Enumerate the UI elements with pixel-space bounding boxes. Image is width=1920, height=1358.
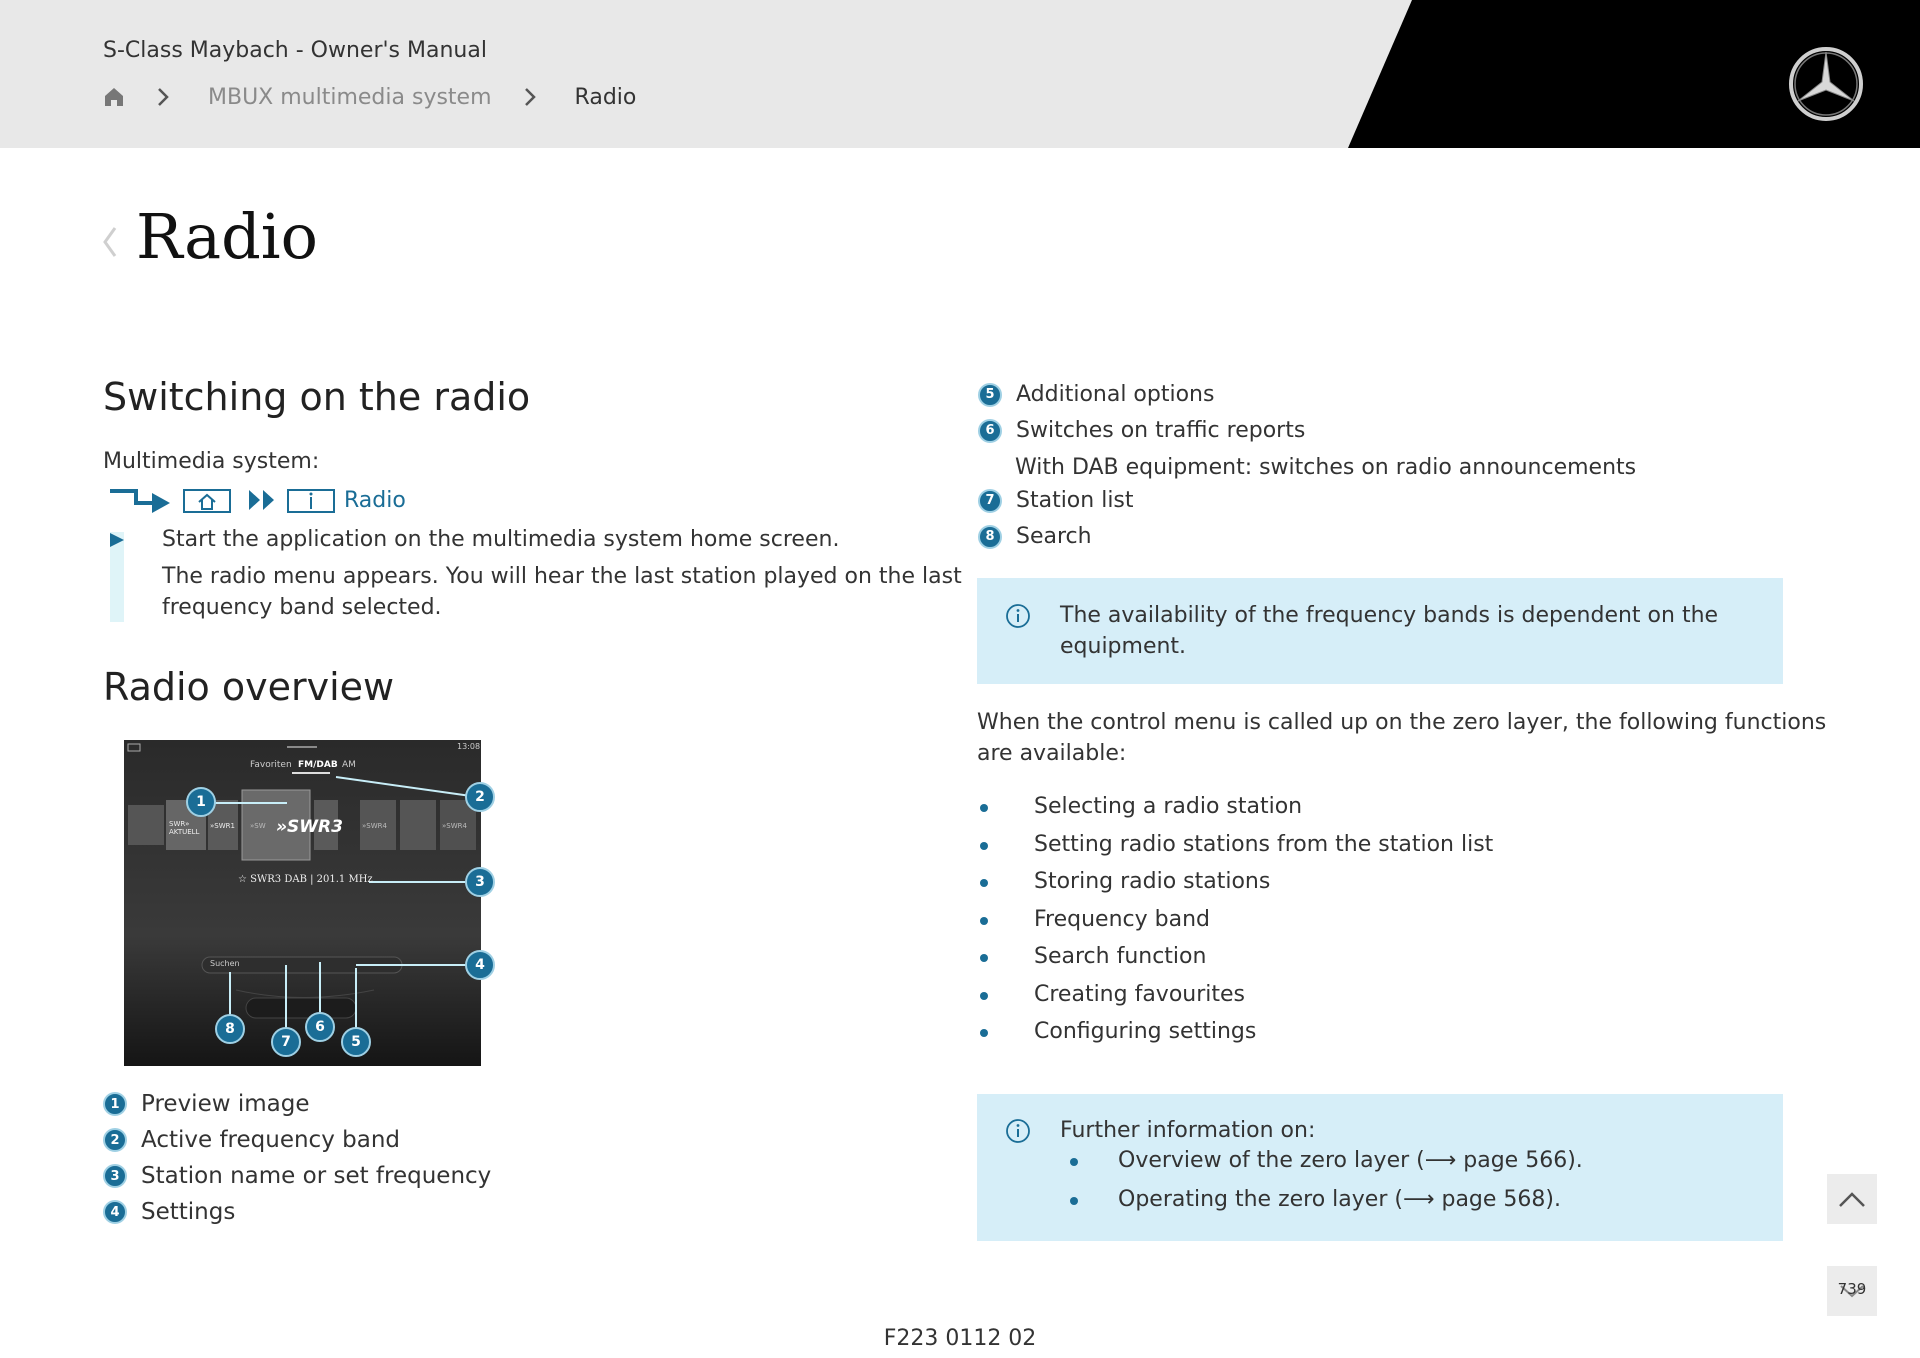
legend-item-2 <box>103 1127 400 1153</box>
section-heading-overview: Radio overview <box>103 665 395 709</box>
figure-tab-am: AM <box>342 760 356 770</box>
double-chevron-icon <box>246 485 280 515</box>
figure-callout-2: 2 <box>465 782 495 812</box>
scroll-up-button[interactable] <box>1827 1174 1877 1224</box>
legend-label-2: Active frequency band <box>141 1127 400 1153</box>
further-info-link-operating[interactable]: Operating the zero layer (⟶ page 568). <box>1070 1185 1583 1224</box>
figure-callout-4: 4 <box>465 950 495 980</box>
figure-callout-5: 5 <box>341 1027 371 1057</box>
further-info-list <box>1070 1146 1583 1224</box>
figure-search-label: Suchen <box>210 959 240 968</box>
figure-callout-8: 8 <box>215 1014 245 1044</box>
chevron-right-icon <box>522 86 538 108</box>
control-menu-para-line2: are available: <box>977 741 1127 766</box>
chevron-left-icon[interactable] <box>100 222 120 262</box>
legend-label-1: Preview image <box>141 1091 310 1117</box>
result-text-line2: frequency band selected. <box>162 595 442 620</box>
breadcrumb <box>103 82 636 112</box>
manual-title: S-Class Maybach - Owner's Manual <box>103 38 487 63</box>
legend-number-6: 6 <box>978 419 1002 443</box>
legend-item-6 <box>978 418 1305 443</box>
legend-number-4: 4 <box>103 1200 127 1224</box>
list-item: Frequency band <box>978 905 1493 943</box>
legend-number-3: 3 <box>103 1164 127 1188</box>
page-title: Radio <box>136 200 318 273</box>
figure-station-line: ☆ SWR3 DAB | 201.1 MHz <box>238 874 373 885</box>
legend-label-4: Settings <box>141 1199 236 1225</box>
legend-6-extra: With DAB equipment: switches on radio announcements <box>1015 455 1637 480</box>
legend-item-1 <box>103 1091 309 1117</box>
page-number: 739 <box>1837 1280 1867 1298</box>
step-text: Start the application on the multimedia system home screen. <box>162 527 840 552</box>
figure-tile-swr-aktuell: SWR» AKTUELL <box>169 820 200 836</box>
list-item: Creating favourites <box>978 980 1493 1018</box>
home-key-icon <box>182 485 232 515</box>
path-radio-label: Radio <box>344 487 406 513</box>
section-heading-switching: Switching on the radio <box>103 375 531 419</box>
info-icon <box>1005 603 1031 629</box>
multimedia-system-label: Multimedia system: <box>103 449 320 474</box>
figure-tab-fmdab: FM/DAB <box>298 760 338 770</box>
mercedes-star-logo[interactable] <box>1788 46 1864 122</box>
chevron-up-icon <box>1837 1189 1867 1209</box>
figure-tab-favoriten: Favoriten <box>250 760 292 770</box>
home-icon[interactable] <box>103 86 125 108</box>
figure-tile-sw: »SW <box>250 822 266 830</box>
page-number-button[interactable] <box>1827 1266 1877 1316</box>
info-icon <box>1005 1118 1031 1144</box>
control-menu-para-line1: When the control menu is called up on the zero layer, the following functions <box>977 710 1827 735</box>
figure-clock: 13:08 <box>457 742 481 751</box>
result-text-line1: The radio menu appears. You will hear the last station played on the last <box>162 564 962 589</box>
step-arrow-icon <box>110 532 124 548</box>
legend-label-8: Search <box>1016 524 1092 549</box>
navigation-path <box>108 485 406 515</box>
further-info-title: Further information on: <box>1060 1118 1316 1143</box>
list-item: Storing radio stations <box>978 867 1493 905</box>
figure-tile-swr4-b: »SWR4 <box>442 822 467 830</box>
info-key-icon <box>286 485 336 515</box>
info-availability-line1: The availability of the frequency bands is dependent on the <box>1060 603 1719 628</box>
breadcrumb-current: Radio <box>574 84 637 110</box>
legend-number-2: 2 <box>103 1128 127 1152</box>
figure-callout-6: 6 <box>305 1012 335 1042</box>
legend-item-8 <box>978 524 1092 549</box>
further-info-link-overview[interactable]: Overview of the zero layer (⟶ page 566). <box>1070 1146 1583 1185</box>
list-item: Search function <box>978 942 1493 980</box>
legend-item-3 <box>103 1163 491 1189</box>
legend-item-5 <box>978 382 1214 407</box>
figure-tile-swr1: »SWR1 <box>210 822 235 830</box>
legend-number-7: 7 <box>978 489 1002 513</box>
list-item: Selecting a radio station <box>978 792 1493 830</box>
figure-callout-3: 3 <box>465 867 495 897</box>
figure-tile-swr4-a: »SWR4 <box>362 822 387 830</box>
legend-label-5: Additional options <box>1016 382 1215 407</box>
legend-number-5: 5 <box>978 383 1002 407</box>
figure-callout-1: 1 <box>186 787 216 817</box>
legend-item-4 <box>103 1199 235 1225</box>
radio-screen-figure <box>124 740 485 1066</box>
legend-label-3: Station name or set frequency <box>141 1163 492 1189</box>
legend-number-1: 1 <box>103 1092 127 1116</box>
list-item: Configuring settings <box>978 1017 1493 1055</box>
figure-center-station: »SWR3 <box>276 817 343 837</box>
legend-item-7 <box>978 488 1134 513</box>
legend-label-6: Switches on traffic reports <box>1016 418 1306 443</box>
chevron-right-icon <box>155 86 171 108</box>
info-availability-line2: equipment. <box>1060 634 1187 659</box>
breadcrumb-link-mbux[interactable]: MBUX multimedia system <box>208 84 492 110</box>
document-code: F223 0112 02 <box>883 1326 1037 1351</box>
figure-callout-7: 7 <box>271 1027 301 1057</box>
list-item: Setting radio stations from the station list <box>978 830 1493 868</box>
legend-label-7: Station list <box>1016 488 1134 513</box>
functions-list <box>978 792 1493 1055</box>
header-black-panel <box>0 0 1920 148</box>
legend-number-8: 8 <box>978 525 1002 549</box>
path-arrow-icon <box>108 485 174 515</box>
